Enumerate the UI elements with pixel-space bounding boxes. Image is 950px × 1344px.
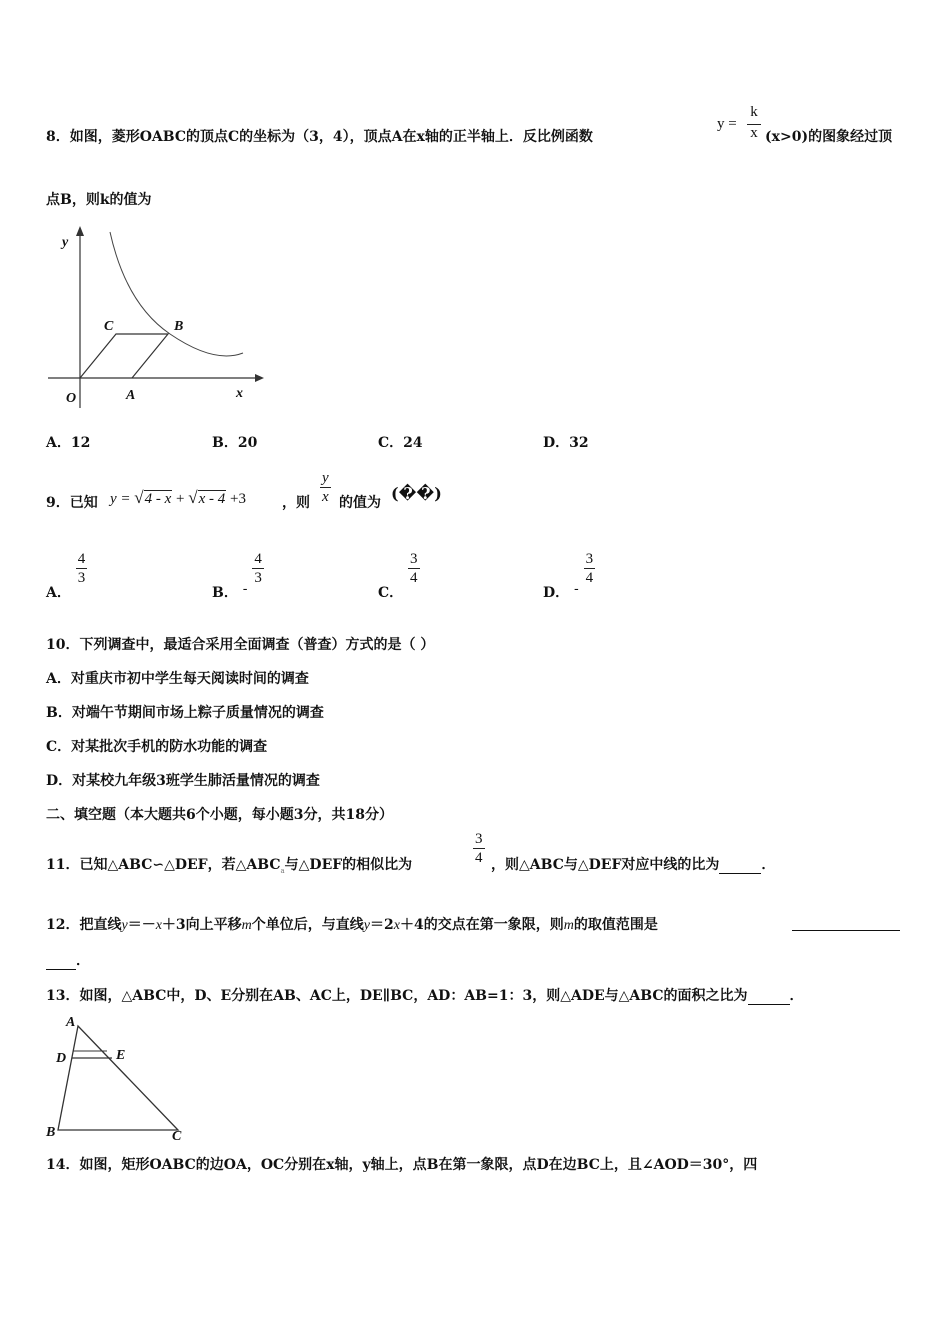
q14-stem: 14．如图，矩形OABC的边OA，OC分别在x轴，y轴上，点B在第一象限，点D在边BC上，且∠AOD＝30°，四	[46, 1157, 758, 1173]
q8-func-frac: k x	[747, 104, 761, 141]
q11-frac: $\frac{3}{4}$	[475, 831, 483, 866]
q8-option-d: D．32	[543, 435, 589, 451]
hyperbola-curve	[110, 232, 243, 356]
q12-answer-blank-1[interactable]	[792, 914, 900, 931]
label-c: C	[172, 1129, 182, 1144]
label-b: B	[174, 319, 184, 334]
q8-line1-end: (x>0)的图象经过顶	[765, 129, 893, 145]
q11-answer-blank[interactable]	[719, 857, 761, 874]
q12-line2: ．	[46, 950, 90, 970]
q9-option-a: A． $\frac{4}{3}$	[46, 551, 86, 601]
q10-option-c: C．对某批次手机的防水功能的调查	[46, 739, 268, 755]
q11-line-end: ，则△ABC与△DEF对应中线的比为 ．	[491, 857, 776, 873]
section-2-heading: 二、填空题（本大题共6个小题，每小题3分，共18分）	[46, 807, 393, 823]
q13-stem: 13．如图，△ABC中，D、E分别在AB、AC上，DE∥BC，AD：AB=1：3，则△ADE与△ABC的面积之比为 ．	[46, 988, 804, 1004]
q9-equation: y = √4 - x + √x - 4 +3	[110, 488, 246, 507]
q8-option-c: C．24	[378, 435, 423, 451]
label-e: E	[116, 1048, 126, 1063]
q13-answer-blank[interactable]	[748, 988, 790, 1005]
label-a: A	[66, 1015, 76, 1030]
q8-line1: 8．如图，菱形OABC的顶点C的坐标为（3，4），顶点A在x轴的正半轴上．反比例函数	[46, 129, 593, 145]
rhombus-oabc	[80, 334, 168, 378]
q9-stem: 9．已知	[46, 495, 98, 511]
q8-func-y: y =	[717, 116, 737, 132]
q8-figure	[40, 222, 270, 412]
q9-stem-mid: ，则	[282, 495, 310, 511]
q9-paren: (��)	[391, 484, 442, 503]
q9-stem-end: 的值为	[339, 495, 381, 511]
q8-option-a: A．12	[46, 435, 91, 451]
label-y: y	[62, 235, 69, 250]
x-axis-arrow-icon	[255, 374, 264, 382]
q10-option-d: D．对某校九年级3班学生肺活量情况的调查	[46, 773, 320, 789]
label-o: O	[66, 391, 77, 406]
q13-figure	[40, 1012, 200, 1144]
label-b: B	[46, 1125, 56, 1140]
q10-option-b: B．对端午节期间市场上粽子质量情况的调查	[46, 705, 324, 721]
q10-stem: 10．下列调查中，最适合采用全面调查（普查）方式的是（ ）	[46, 637, 435, 653]
label-c: C	[104, 319, 114, 334]
q11-line: 11．已知△ABC∽△DEF，若$\triangle ABC_a$与△DEF的相似比为	[46, 857, 413, 875]
label-a: A	[126, 388, 136, 403]
q12-answer-blank-2[interactable]	[46, 953, 76, 970]
q9-option-d: D． - $\frac{3}{4}$	[543, 551, 594, 601]
q9-option-c: C． $\frac{3}{4}$	[378, 551, 418, 601]
y-axis-arrow-icon	[76, 226, 84, 236]
q9-option-b: B． - $\frac{4}{3}$	[212, 551, 262, 601]
label-x: x	[236, 386, 243, 401]
q10-option-a: A．对重庆市初中学生每天阅读时间的调查	[46, 671, 309, 687]
q12-line1: 12．把直线y＝－x＋3向上平移m个单位后，与直线y＝2x＋4的交点在第一象限，则m的取值范围是	[46, 917, 658, 933]
q9-frac: $\frac{y}{x}$	[322, 470, 329, 505]
label-d: D	[56, 1051, 67, 1066]
triangle-abc	[58, 1026, 178, 1130]
q8-option-b: B．20	[212, 435, 258, 451]
q8-line2: 点B，则k的值为	[46, 192, 152, 208]
q9-sqrt2: x - 4	[198, 491, 226, 507]
q9-sqrt1: 4 - x	[144, 491, 172, 507]
